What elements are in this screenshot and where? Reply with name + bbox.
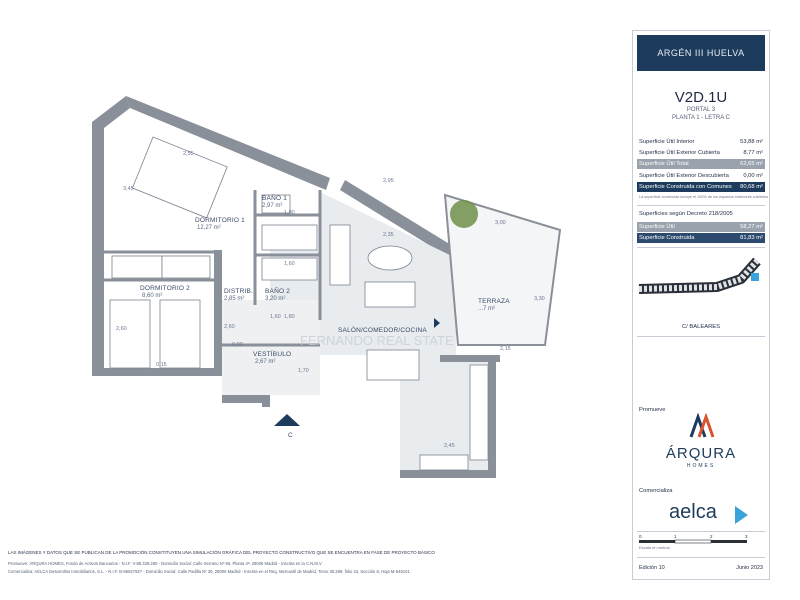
room-bath2-area: 3,20 m² [265, 296, 286, 302]
surface-label: Superficie Útil Interior [639, 139, 695, 145]
edition-label: Edición 10 [639, 565, 665, 571]
promoter-name: ÁRQURA [665, 445, 737, 462]
promoter-label: Promueve [639, 407, 666, 413]
unit-location-marker [751, 273, 759, 281]
divider [637, 531, 765, 532]
divider [637, 205, 765, 206]
promoter-legal: Promueve: ÁRQURA HOMES, Fondo de Activos Bancarios - N.I.F. V-88.339.280 - Domicilio Social: Calle Serrano Nº 86, Planta 4ª, 28006 Madrid - Inscrita en la C.N.M.V [8, 561, 322, 566]
room-dorm2-name: DORMITORIO 2 [140, 285, 190, 292]
room-dorm1-name: DORMITORIO 1 [195, 217, 245, 224]
dim-label: 1,70 [298, 368, 309, 374]
aelca-logo-icon [733, 505, 749, 525]
surface-row-built [637, 182, 765, 192]
street-label: C/ BALEARES [681, 324, 721, 330]
dim-label: 1,60 [270, 314, 281, 320]
room-hall-area: 2,67 m² [255, 359, 276, 365]
dim-label: 2,15 [500, 346, 511, 352]
promoter-sub: HOMES [686, 463, 716, 469]
dim-label: 0,15 [156, 362, 167, 368]
scale-tick: 0 [639, 534, 642, 539]
decree-label: Superficie Útil [639, 224, 675, 230]
key-plan [637, 253, 765, 315]
surface-label: Superficie Útil Exterior Cubierta [639, 150, 720, 156]
surface-value: 62,65 m² [740, 161, 763, 167]
surface-value: 8,77 m² [743, 150, 763, 156]
room-living-name: SALÓN/COMEDOR/COCINA [338, 327, 427, 334]
divider [637, 247, 765, 248]
surface-value: 0,00 m² [743, 173, 763, 179]
scale-tick: 2 [710, 534, 713, 539]
surface-note: La superficie construida incluye el 100% de los espacios exteriores cubiertos [639, 195, 769, 199]
watermark: FERNANDO REAL STATE [300, 333, 454, 348]
decree-row-built [637, 233, 765, 243]
surface-value: 80,68 m² [740, 184, 763, 190]
dim-label: 2,60 [116, 326, 127, 332]
decree-value: 58,27 m² [740, 224, 763, 230]
scale-label: Escala en metros [639, 545, 670, 550]
dim-label: 3,30 [534, 296, 545, 302]
marketer-label: Comercializa [639, 488, 673, 494]
project-title: ARGÉN III HUELVA [637, 35, 765, 71]
decree-title: Superficies según Decreto 218/2005 [639, 211, 733, 217]
room-dorm2-area: 8,60 m² [142, 293, 163, 299]
dim-label: 3,00 [495, 220, 506, 226]
scale-tick: 1 [674, 534, 677, 539]
room-terrace-area: ...7 m² [478, 306, 496, 312]
room-distrib-area: 2,85 m² [224, 296, 245, 302]
surface-label: Superficie Construida con Comunes [639, 184, 732, 190]
dim-label: 1,80 [284, 210, 295, 216]
surface-row-interior [637, 137, 765, 147]
portal-label: PORTAL 3 [686, 107, 716, 113]
arqura-logo-icon [689, 413, 715, 439]
decree-value: 81,83 m² [740, 235, 763, 241]
room-bath1-area: 2,97 m² [262, 203, 283, 209]
divider [637, 336, 765, 337]
dim-label: 2,55 [183, 151, 194, 157]
dim-label: 1,80 [284, 314, 295, 320]
dim-label: 0,90 [232, 342, 243, 348]
room-bath1-name: BAÑO 1 [262, 195, 288, 202]
dim-label: 2,35 [383, 232, 394, 238]
surface-label: Superficie Útil Exterior Descubierta [639, 173, 729, 179]
surface-label: Superficie Útil Total [639, 161, 689, 167]
divider [637, 557, 765, 558]
disclaimer: LAS IMÁGENES Y DATOS QUE SE PUBLICAN DE LA PROMOCIÓN CONSTITUYEN UNA SIMULACIÓN GRÁFICA DEL PROYECTO CONSTRUCTIVO QUE SE ENCUENTRA EN FASE DE PROYECTO BÁSICO [8, 550, 435, 555]
surface-row-uncovered [637, 171, 765, 181]
decree-row-useful [637, 222, 765, 232]
dim-label: 2,95 [383, 178, 394, 184]
plant-icon [450, 200, 478, 228]
surface-value: 53,88 m² [740, 139, 763, 145]
scale-tick: 3 [745, 534, 748, 539]
dim-label: 1,60 [284, 261, 295, 267]
marketer-legal: Comercializa: AELCA Desarrollos Inmobiliarios, S.L. - N.I.F. B-86547927 - Domicilio Social: Calle Padilla Nº 30, 28006 Madrid - Inscrita en el Reg. Mercantil de Madrid, Tomo 30.289, folio 24, Sección 8, Hoja M-545101 [8, 569, 410, 574]
room-bath2-name: BAÑO 2 [265, 288, 291, 295]
room-hall-name: VESTÍBULO [253, 351, 292, 358]
dim-label: 3,45 [123, 186, 134, 192]
section-marker-label: C [288, 432, 293, 439]
room-dorm1-area: 12,27 m² [197, 225, 221, 231]
unit-code: V2D.1U [674, 89, 728, 106]
decree-label: Superficie Construida [639, 235, 695, 241]
surface-row-covered [637, 148, 765, 158]
date-label: Junio 2023 [736, 565, 763, 571]
section-marker-icon [274, 414, 300, 426]
room-distrib-name: DISTRIB. [224, 288, 254, 295]
dim-label: 2,45 [444, 443, 455, 449]
room-terrace-name: TERRAZA [478, 298, 510, 305]
surface-row-total [637, 159, 765, 169]
dim-label: 2,60 [224, 324, 235, 330]
marketer-name: aelca [669, 501, 717, 523]
floor-label: PLANTA 1 - LETRA C [672, 115, 730, 121]
info-panel [632, 30, 770, 580]
